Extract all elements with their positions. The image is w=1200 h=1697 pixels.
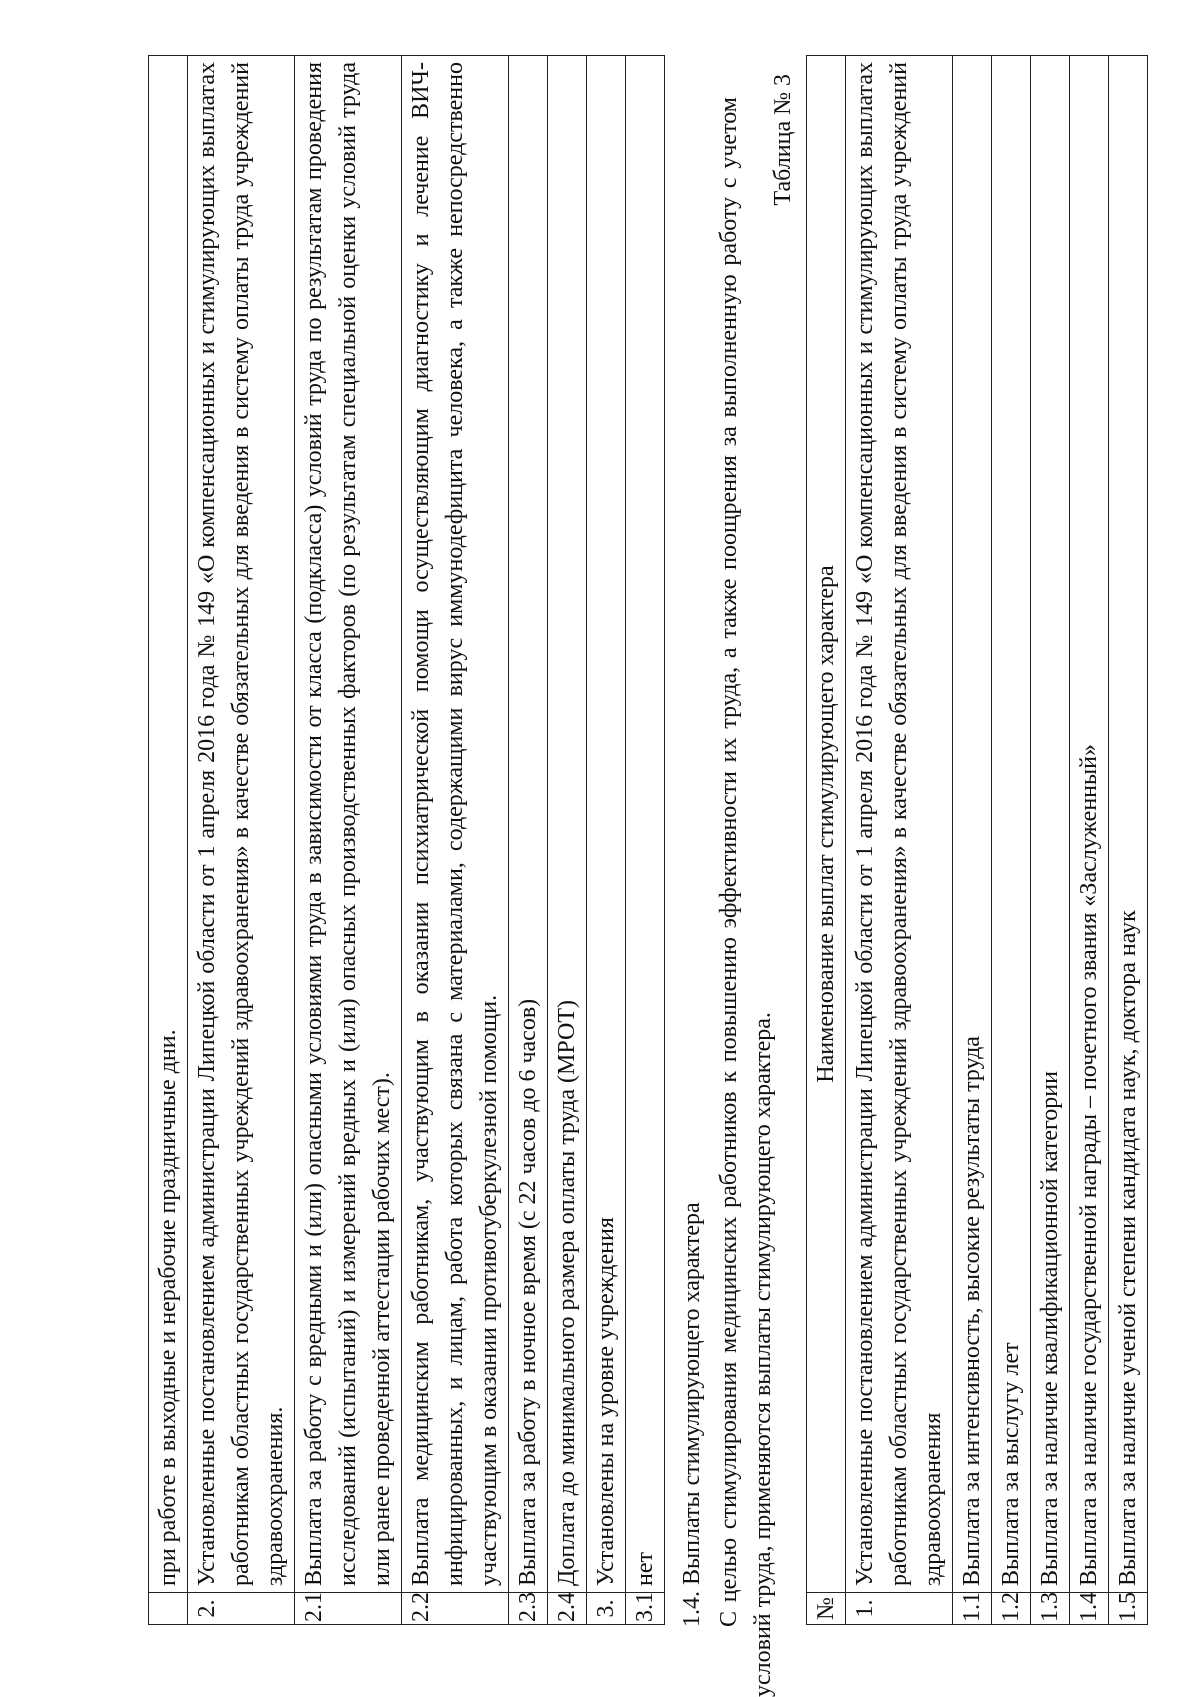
row-number: 2.1 [295,1593,402,1625]
row-number: 2.3 [509,1593,548,1625]
row-text: при работе в выходные и нерабочие праздничные дни. [149,56,188,1593]
table-row [295,56,402,1625]
row-number: 3. [587,1593,626,1625]
row-text: Установленные постановлением администрации Липецкой области от 1 апреля 2016 года № 149 «О компенсационных и стимулирующих выплатах работникам областных государственных учреждений здравоохранения» в качестве обязательных для введения в систему оплаты труда учреждений здравоохранения [846,56,953,1593]
row-number: 1.5 [1109,1593,1148,1625]
intro-paragraph: С целью стимулирования медицинских работников к повышению эффективности их труда, а также поощрения за выполненную работу с учетом условий труда, применяются выплаты стимулирующего характера. [716,97,776,1697]
row-text: Выплата за работу в ночное время (с 22 часов до 6 часов) [509,56,548,1593]
row-text: Выплата за наличие ученой степени кандидата наук, доктора наук [1109,56,1148,1593]
row-number: 1. [846,1593,953,1625]
section-heading: 1.4. Выплаты стимулирующего характера [679,1202,705,1627]
row-text: Установленные постановлением администрации Липецкой области от 1 апреля 2016 года № 149 «О компенсационных и стимулирующих выплатах работникам областных государственных учреждений здравоохранения» в качестве обязательных для введения в систему оплаты труда учреждений здравоохранения. [188,56,295,1593]
row-text: Выплата медицинским работникам, участвующим в оказании психиатрической помощи осуществляющим диагностику и лечение ВИЧ-инфицированных, и лицам, работа которых связана с материалами, содержащими вирус иммунодефицита человека, а также непосредственно участвующим в оказании противотуберкулезной помощи. [402,56,509,1593]
row-text: Выплата за наличие государственной награды – почетного звания «Заслуженный» [1070,56,1109,1593]
row-text: Выплата за наличие квалификационной категории [1031,56,1070,1593]
table-row [1031,56,1070,1625]
row-number: 1.1 [953,1593,992,1625]
table-header-row [807,56,846,1625]
row-number: 2.2 [402,1593,509,1625]
table-row [1070,56,1109,1625]
header-number: № [807,1593,846,1625]
table-row [953,56,992,1625]
row-text: нет [626,56,665,1593]
table-label: Таблица № 3 [770,74,796,206]
table-row [149,56,188,1625]
row-text: Выплата за работу с вредными и (или) опасными условиями труда в зависимости от класса (подкласса) условий труда по результатам проведения исследований (испытаний) и измерений вредных и (или) опасных производственных факторов (по результатам специальной оценки условий труда или ранее проведенной аттестации рабочих мест). [295,56,402,1593]
row-number: 2.4 [548,1593,587,1625]
row-text: Доплата до минимального размера оплаты труда (МРОТ) [548,56,587,1593]
row-text: Установлены на уровне учреждения [587,56,626,1593]
row-number [149,1593,188,1625]
table-row [1109,56,1148,1625]
table-row [626,56,665,1625]
table-row [548,56,587,1625]
table-row [992,56,1031,1625]
row-text: Выплата за интенсивность, высокие результаты труда [953,56,992,1593]
table-row [188,56,295,1625]
row-number: 3.1 [626,1593,665,1625]
row-number: 1.2 [992,1593,1031,1625]
row-text: Выплата за выслугу лет [992,56,1031,1593]
row-number: 1.4 [1070,1593,1109,1625]
stimulating-payments-table [806,55,1148,1625]
table-row [402,56,509,1625]
header-name: Наименование выплат стимулирующего характера [807,56,846,1593]
table-row [587,56,626,1625]
row-number: 1.3 [1031,1593,1070,1625]
upper-table [148,55,665,1625]
table-row [846,56,953,1625]
table-row [509,56,548,1625]
row-number: 2. [188,1593,295,1625]
